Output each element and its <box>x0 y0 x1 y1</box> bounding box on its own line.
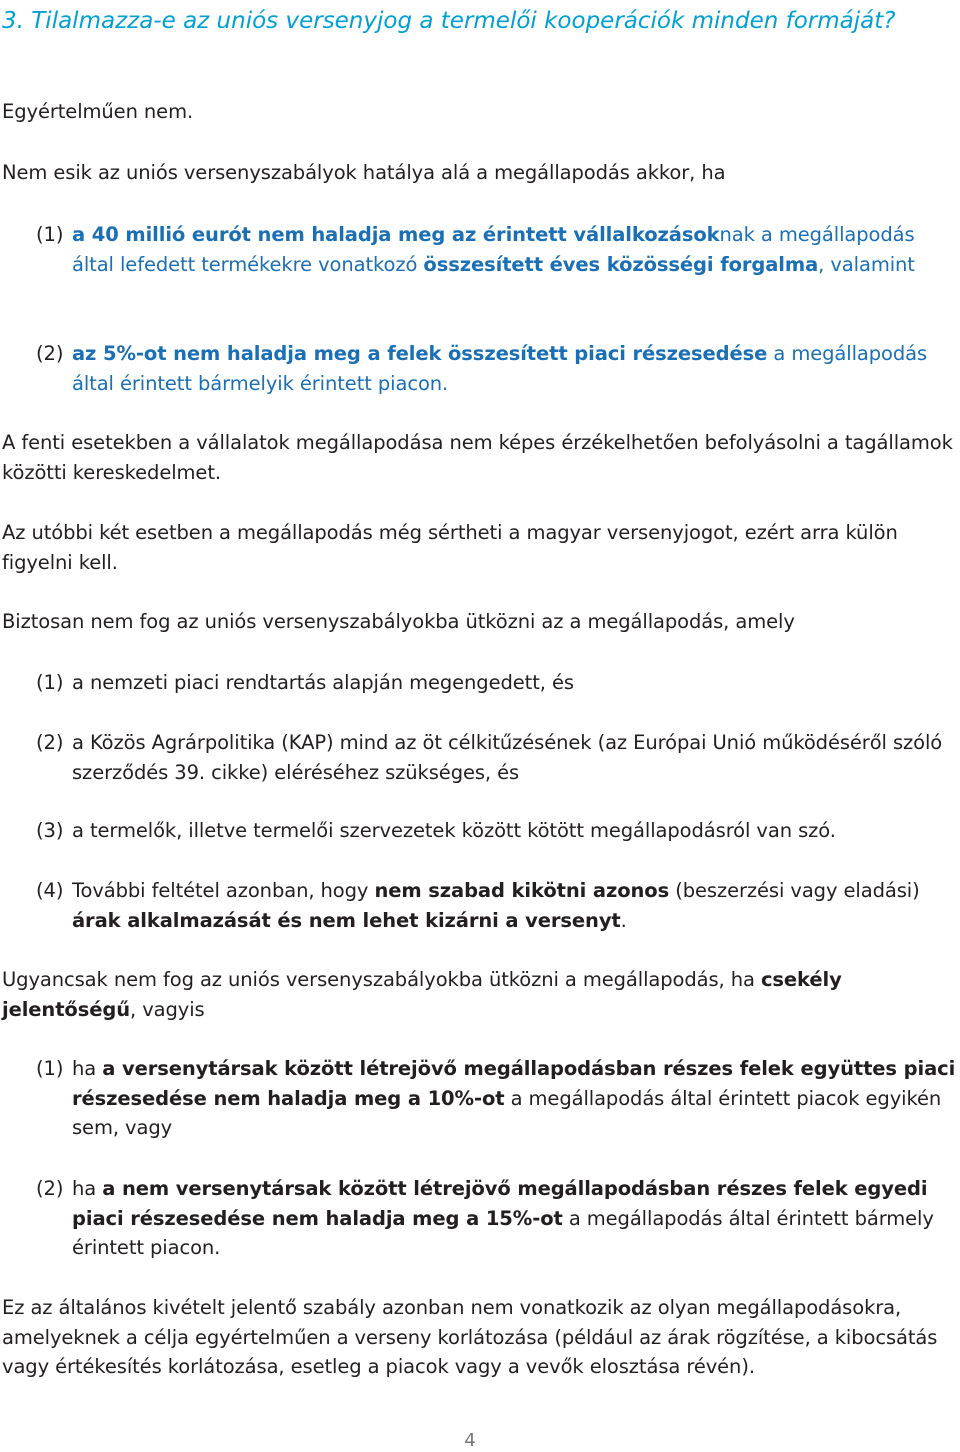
intro-paragraph-1: Nem esik az uniós versenyszabályok hatálya alá a megállapodás akkor, ha <box>2 161 726 184</box>
paragraph-1: A fenti esetekben a vállalatok megállapodása nem képes érzékelhetően befolyásolni a tagállamok közötti kereskedelmet. <box>2 431 953 484</box>
list-item: (3) a termelők, illetve termelői szervezetek között kötött megállapodásról van szó. <box>36 819 836 842</box>
item-number: (1) <box>36 223 64 246</box>
list-item: (2) a Közös Agrárpolitika (KAP) mind az öt célkitűzésének (az Európai Unió működéséről szóló szerződés 39. cikke) eléréséhez szükséges, és <box>36 731 943 784</box>
item-text: További feltétel azonban, hogy nem szabad kikötni azonos (beszerzési vagy eladási) árak alkalmazását és nem lehet kizárni a versenyt. <box>72 879 920 932</box>
intro-paragraph-3: Ugyancsak nem fog az uniós versenyszabályokba ütközni a megállapodás, ha csekély jelentőségű, vagyis <box>2 968 842 1021</box>
condition-item-2 <box>36 339 958 398</box>
answer-text: Egyértelműen nem. <box>2 100 194 123</box>
condition-item-4: (4) További feltétel azonban, hogy nem szabad kikötni azonos (beszerzési vagy eladási) árak alkalmazását és nem lehet kizárni a versenyt. <box>36 876 958 935</box>
item-text: a 40 millió eurót nem haladja meg az érintett vállalkozásoknak a megállapodás által lefedett termékekre vonatkozó összesített éves közösségi forgalma, valamint <box>72 223 915 276</box>
condition-item-1 <box>36 220 958 279</box>
list-item: (1) a nemzeti piaci rendtartás alapján megengedett, és <box>36 671 574 694</box>
item-number: (2) <box>36 342 64 365</box>
intro-paragraph-2: Biztosan nem fog az uniós versenyszabályokba ütközni az a megállapodás, amely <box>2 610 795 633</box>
list-item: (1) ha a versenytársak között létrejövő megállapodásban részes felek együttes piaci részesedése nem haladja meg a 10%-ot a megállapodás által érintett piacok egyikén sem, vagy <box>36 1057 956 1139</box>
paragraph-3: Ez az általános kivételt jelentő szabály azonban nem vonatkozik az olyan megállapodásokra, amelyeknek a célja egyértelműen a verseny korlátozása (például az árak rögzítése, a kibocsátás vagy értékesítés korlátozása, esetleg a piacok vagy a vevők elosztása révén). <box>2 1296 938 1378</box>
list-item: (2) ha a nem versenytársak között létrejövő megállapodásban részes felek egyedi piaci részesedése nem haladja meg a 15%-ot a megállapodás által érintett bármely érintett piacon. <box>36 1177 934 1259</box>
item-text: az 5%-ot nem haladja meg a felek összesített piaci részesedése a megállapodás által érintett bármelyik érintett piacon. <box>72 342 928 395</box>
section-heading: 3. Tilalmazza-e az uniós versenyjog a termelői kooperációk minden formáját? <box>2 8 896 34</box>
page-number: 4 <box>464 1430 476 1451</box>
paragraph-2: Az utóbbi két esetben a megállapodás még sértheti a magyar versenyjogot, ezért arra külön figyelni kell. <box>2 521 898 574</box>
